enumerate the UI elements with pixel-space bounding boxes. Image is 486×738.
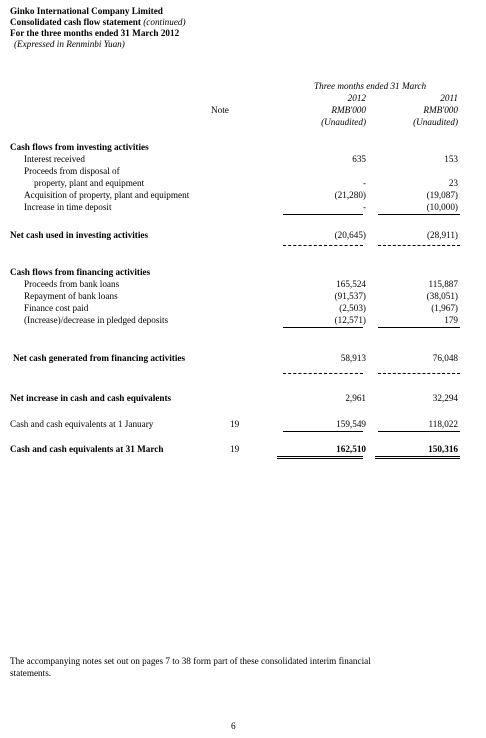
table-cell-2011: 115,887 xyxy=(428,279,458,289)
financing-heading: Cash flows from financing activities xyxy=(10,267,151,277)
table-row-label: property, plant and equipment xyxy=(34,178,145,188)
table-row-label: Increase in time deposit xyxy=(24,202,112,212)
table-cell-2011: 179 xyxy=(444,315,458,325)
unit-2011-header: RMB'000 xyxy=(423,105,458,115)
subtotal-rule xyxy=(378,431,460,432)
period-title: For the three months ended 31 March 2012 xyxy=(10,28,180,38)
closing-2012: 162,510 xyxy=(336,444,366,454)
opening-2011: 118,022 xyxy=(428,419,458,429)
table-cell-2012: 165,524 xyxy=(336,279,366,289)
dashed-rule xyxy=(283,245,363,246)
table-cell-2012: (12,571) xyxy=(334,315,366,325)
note-column-header: Note xyxy=(211,105,229,115)
status-2011-header: (Unaudited) xyxy=(413,117,458,127)
table-row-label: Proceeds from bank loans xyxy=(24,279,120,289)
statement-name: Consolidated cash flow statement xyxy=(10,17,141,27)
year-2012-header: 2012 xyxy=(347,93,366,103)
continued-label: (continued) xyxy=(143,17,186,27)
dashed-rule xyxy=(378,373,460,374)
financing-total-label: Net cash generated from financing activities xyxy=(13,353,186,363)
total-double-rule xyxy=(375,456,460,459)
investing-total-2011: (28,911) xyxy=(426,230,458,240)
subtotal-rule xyxy=(378,214,460,215)
table-cell-2012: (91,537) xyxy=(334,291,366,301)
table-row-label: (Increase)/decrease in pledged deposits xyxy=(24,315,169,325)
opening-note-ref: 19 xyxy=(230,419,240,429)
investing-total-label: Net cash used in investing activities xyxy=(10,230,149,240)
table-cell-2011: (19,087) xyxy=(426,190,458,200)
table-row-label: Interest received xyxy=(24,154,85,164)
table-cell-2011: 23 xyxy=(448,178,458,188)
table-row-label: Repayment of bank loans xyxy=(24,291,118,301)
table-row-label: Finance cost paid xyxy=(24,303,89,313)
subtotal-rule xyxy=(283,214,363,215)
closing-note-ref: 19 xyxy=(230,444,240,454)
net-increase-2012: 2,961 xyxy=(345,393,366,403)
opening-balance-label: Cash and cash equivalents at 1 January xyxy=(10,419,154,429)
status-2012-header: (Unaudited) xyxy=(321,117,366,127)
net-increase-label: Net increase in cash and cash equivalents xyxy=(10,393,172,403)
column-group-label: Three months ended 31 March xyxy=(314,81,427,91)
dashed-rule xyxy=(283,373,363,374)
notes-statement-line1: The accompanying notes set out on pages 7 to 38 form part of these consolidated interim financial xyxy=(10,656,371,666)
notes-statement-line2: statements. xyxy=(10,668,52,678)
financing-total-2011: 76,048 xyxy=(432,353,458,363)
subtotal-rule xyxy=(283,327,363,328)
table-cell-2011: (38,051) xyxy=(426,291,458,301)
opening-2012: 159,549 xyxy=(336,419,366,429)
investing-total-2012: (20,645) xyxy=(334,230,366,240)
currency-note: (Expressed in Renminbi Yuan) xyxy=(14,39,125,49)
table-cell-2011: (10,000) xyxy=(426,202,458,212)
investing-heading: Cash flows from investing activities xyxy=(10,142,149,152)
table-row-label: Acquisition of property, plant and equipment xyxy=(24,190,190,200)
total-double-rule xyxy=(277,456,363,459)
page-number: 6 xyxy=(231,721,236,731)
closing-2011: 150,316 xyxy=(428,444,458,454)
dashed-rule xyxy=(378,245,460,246)
year-2011-header: 2011 xyxy=(440,93,458,103)
table-cell-2012: - xyxy=(362,178,366,188)
table-cell-2012: (21,280) xyxy=(334,190,366,200)
subtotal-rule xyxy=(283,431,363,432)
table-cell-2011: 153 xyxy=(444,154,458,164)
net-increase-2011: 32,294 xyxy=(432,393,458,403)
closing-balance-label: Cash and cash equivalents at 31 March xyxy=(10,444,164,454)
financing-total-2012: 58,913 xyxy=(340,353,366,363)
table-cell-2012: - xyxy=(362,202,366,212)
table-cell-2012: (2,503) xyxy=(339,303,366,313)
unit-2012-header: RMB'000 xyxy=(331,105,366,115)
table-cell-2011: (1,967) xyxy=(431,303,458,313)
company-name: Ginko International Company Limited xyxy=(10,6,163,16)
table-row-label: Proceeds from disposal of xyxy=(24,166,120,176)
table-cell-2012: 635 xyxy=(352,154,366,164)
subtotal-rule xyxy=(378,327,460,328)
statement-title xyxy=(10,17,186,27)
